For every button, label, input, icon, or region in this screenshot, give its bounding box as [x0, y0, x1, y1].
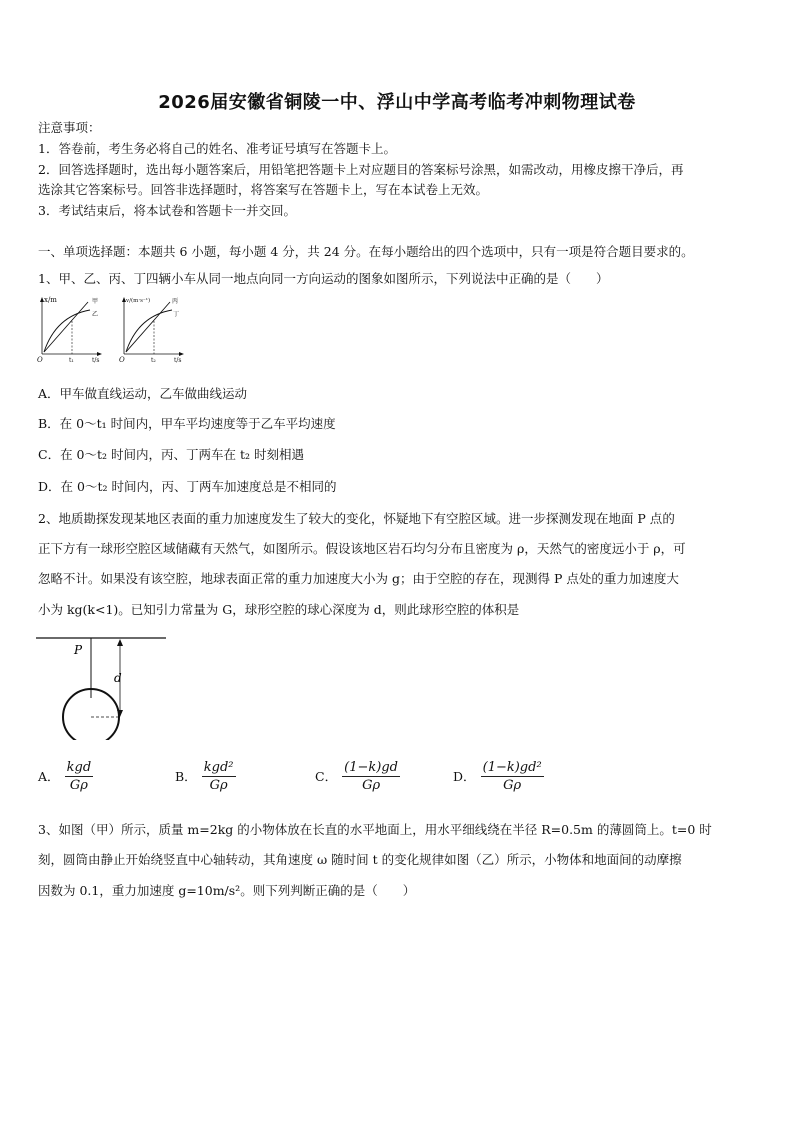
section-heading: 一、单项选择题：本题共 6 小题，每小题 4 分，共 24 分。在每小题给出的四个选项中，只有一项是符合题目要求的。: [38, 244, 694, 259]
q2-option-b-label: B．: [175, 769, 197, 784]
notice-heading: 注意事项：: [38, 120, 101, 135]
q1-g1-tick: t₁: [69, 357, 74, 364]
q1-option-a: A．甲车做直线运动，乙车做曲线运动: [38, 386, 248, 401]
q2-line-3: 忽略不计。如果没有该空腔，地球表面正常的重力加速度大小为 g；由于空腔的存在，现测得 P 点处的重力加速度大: [38, 571, 679, 586]
notice-item-2: 2．回答选择题时，选出每小题答案后，用铅笔把答题卡上对应题目的答案标号涂黑，如需改动，用橡皮擦干净后，再: [38, 162, 684, 177]
q2-option-c-label: C．: [315, 769, 338, 784]
q2-option-c: [315, 760, 400, 793]
q2-option-d-num: (1−k)gd²: [482, 760, 542, 775]
q1-g2-curve-ding: 丁: [173, 311, 180, 318]
q2-line-1: 2、地质勘探发现某地区表面的重力加速度发生了较大的变化，怀疑地下有空腔区域。进一步探测发现在地面 P 点的: [38, 511, 675, 526]
q1-g1-origin: O: [37, 356, 43, 364]
q2-option-d: [453, 760, 544, 793]
q1-option-d: D．在 0～t₂ 时间内，丙、丁两车加速度总是不相同的: [38, 479, 337, 494]
q3-line-3: 因数为 0.1，重力加速度 g=10m/s²。则下列判断正确的是（ ）: [38, 883, 416, 898]
q2-option-a: [38, 760, 93, 793]
q1-stem: 1、甲、乙、丙、丁四辆小车从同一地点向同一方向运动的图象如图所示，下列说法中正确的是（ ）: [38, 271, 609, 286]
q2-option-d-den: Gρ: [503, 778, 522, 793]
q1-graphs: [34, 294, 194, 366]
q2-option-b-num: kgd²: [203, 760, 234, 775]
q1-g1-curve-jia: 甲: [92, 298, 99, 305]
q1-graph-vt: [119, 297, 184, 364]
q1-g2-tick: t₂: [151, 357, 156, 364]
q3-line-1: 3、如图（甲）所示，质量 m=2kg 的小物体放在长直的水平地面上，用水平细线绕在半径 R=0.5m 的薄圆筒上。t=0 时: [38, 822, 712, 837]
q2-option-c-num: (1−k)gd: [344, 760, 398, 775]
q1-g2-curve-bing: 丙: [172, 298, 179, 305]
notice-item-1: 1．答卷前，考生务必将自己的姓名、准考证号填写在答题卡上。: [38, 141, 396, 156]
q1-g1-xlabel: t/s: [92, 357, 100, 364]
q2-option-c-den: Gρ: [362, 778, 381, 793]
q2-line-2: 正下方有一球形空腔区域储藏有天然气，如图所示。假设该地区岩石均匀分布且密度为 ρ，天然气的密度远小于 ρ，可: [38, 541, 686, 556]
q2-option-b: [175, 760, 236, 793]
q1-option-c: C．在 0～t₂ 时间内，丙、丁两车在 t₂ 时刻相遇: [38, 447, 304, 462]
page-title: 2026届安徽省铜陵一中、浮山中学高考临考冲刺物理试卷: [158, 92, 636, 113]
q2-option-b-den: Gρ: [209, 778, 228, 793]
q1-g1-curve-yi: 乙: [92, 311, 99, 318]
q1-option-b: B．在 0～t₁ 时间内，甲车平均速度等于乙车平均速度: [38, 416, 336, 431]
q2-option-a-num: kgd: [66, 760, 92, 775]
q1-g2-origin: O: [119, 356, 125, 364]
q3-line-2: 刻，圆筒由静止开始绕竖直中心轴转动，其角速度 ω 随时间 t 的变化规律如图（乙）所示，小物体和地面间的动摩擦: [38, 852, 682, 867]
q1-graph-xt: [37, 296, 102, 364]
q2-option-a-den: Gρ: [69, 778, 88, 793]
q1-g2-ylabel: v/(m·s⁻¹): [126, 298, 151, 304]
q2-line-4: 小为 kg(k<1)。已知引力常量为 G，球形空腔的球心深度为 d，则此球形空腔的体积是: [38, 602, 520, 617]
q1-g2-xlabel: t/s: [174, 357, 182, 364]
q2-point-p: P: [74, 643, 83, 657]
q2-cavity-figure: [36, 630, 176, 740]
q2-option-d-label: D．: [453, 769, 476, 784]
q2-depth-d: d: [114, 671, 122, 685]
q1-g1-ylabel: x/m: [44, 296, 57, 304]
q2-option-a-label: A．: [38, 769, 60, 784]
notice-item-3: 3．考试结束后，将本试卷和答题卡一并交回。: [38, 203, 296, 218]
notice-item-2-cont: 选涂其它答案标号。回答非选择题时，将答案写在答题卡上，写在本试卷上无效。: [38, 182, 489, 197]
